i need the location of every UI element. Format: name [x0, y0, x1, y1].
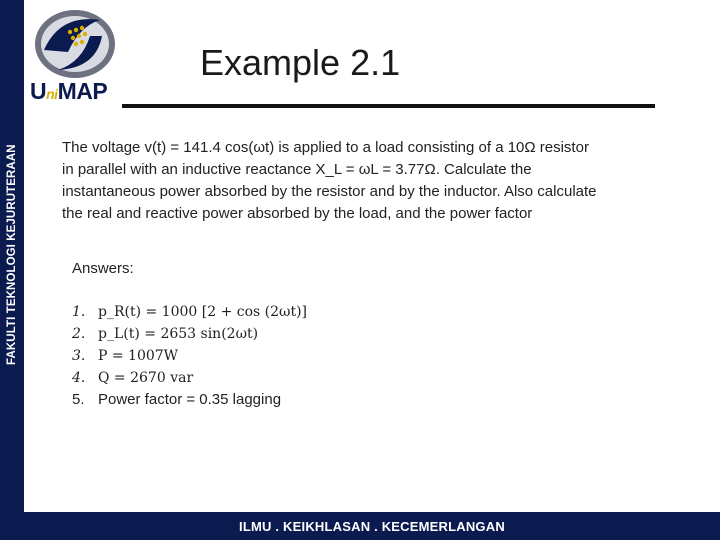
answer-item [72, 367, 307, 389]
answer-text: P = 1007W [98, 348, 179, 364]
answer-number: 5. [72, 391, 85, 408]
problem-line: instantaneous power absorbed by the resistor and by the inductor. Also calculate [62, 183, 597, 200]
answer-number: 3. [72, 348, 86, 364]
answer-item [72, 301, 307, 323]
problem-line: the real and reactive power absorbed by the load, and the power factor [62, 205, 533, 222]
footer-motto: ILMU . KEIKHLASAN . KECEMERLANGAN [239, 519, 505, 534]
answers-heading: Answers: [72, 260, 134, 277]
title-underline [122, 104, 655, 108]
answer-text: p_L(t) = 2653 sin(2ωt) [98, 326, 259, 342]
answers-list [72, 301, 307, 411]
problem-line: in parallel with an inductive reactance X_L = ωL = 3.77Ω. Calculate the [62, 161, 532, 178]
unimap-wordmark: UniMAP [30, 78, 108, 104]
faculty-name: FAKULTI TEKNOLOGI KEJURUTERAAN [6, 144, 18, 365]
answer-item [72, 345, 307, 367]
answer-number: 2. [72, 326, 86, 342]
answer-text: p_R(t) = 1000 [2 + cos (2ωt)] [98, 304, 308, 320]
footer-band [24, 512, 720, 540]
answer-text: Power factor = 0.35 lagging [98, 391, 282, 408]
answer-item [72, 389, 307, 411]
left-sidebar-band [0, 0, 24, 540]
problem-statement [62, 137, 672, 225]
answer-text: Q = 2670 var [98, 370, 194, 386]
answer-number: 1. [72, 304, 86, 320]
slide-title: Example 2.1 [200, 42, 401, 83]
answer-item [72, 323, 307, 345]
problem-line: The voltage v(t) = 141.4 cos(ωt) is applied to a load consisting of a 10Ω resistor [62, 139, 589, 156]
answer-number: 4. [72, 370, 86, 386]
